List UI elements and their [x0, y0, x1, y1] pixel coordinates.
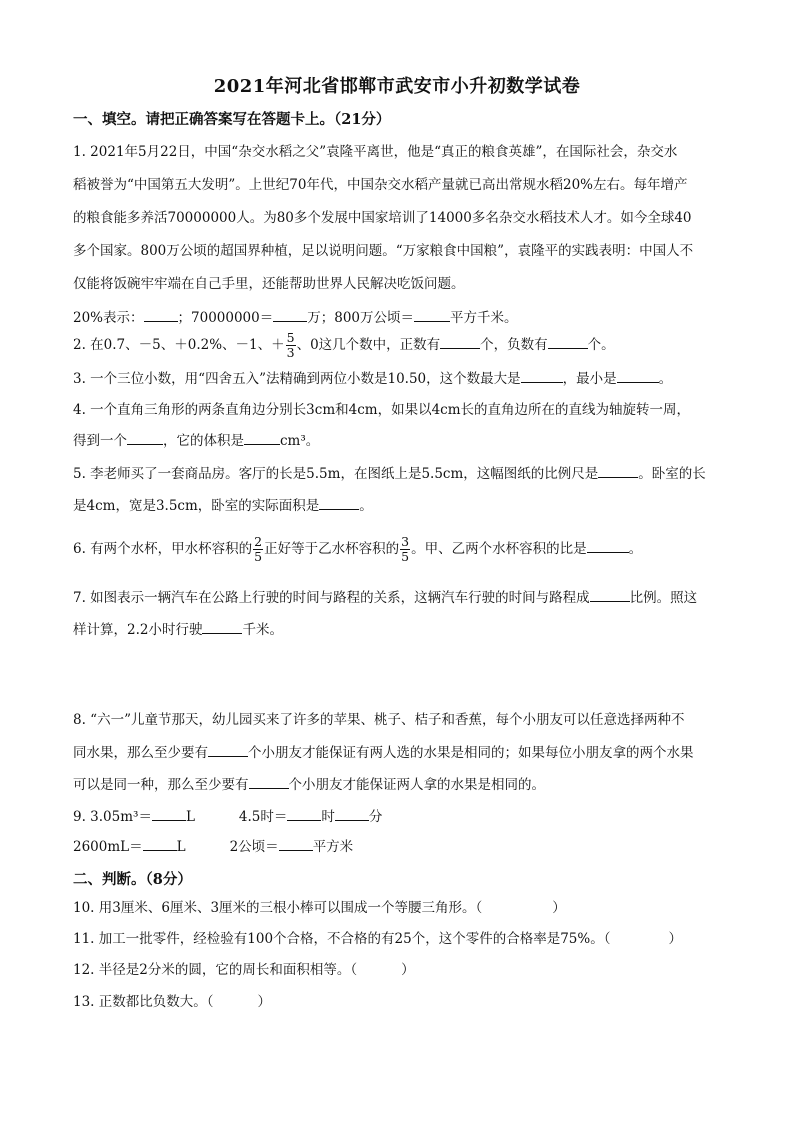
q6-part-c: 。甲、乙两个水杯容积的比是 [411, 541, 587, 557]
q2-part-c: 个，负数有 [480, 337, 548, 353]
q8-part-b: 同水果，那么至少要有 [73, 745, 208, 761]
q1-part-d: 平方千米。 [450, 310, 518, 326]
q2-line [73, 330, 615, 360]
q5-line-1 [73, 463, 706, 484]
q6-part-a: 6. 有两个水杯，甲水杯容积的 [73, 541, 253, 557]
section-heading-judge: 二、判断。（8分） [73, 871, 192, 888]
q8-line-2 [73, 742, 694, 763]
q2-fraction [286, 331, 296, 360]
q11-text: 11. 加工一批零件，经检验有100个合格，不合格的有25个，这个零件的合格率是75%。（ [73, 931, 611, 947]
q5-blank-1[interactable] [598, 463, 638, 478]
q9-blank-2[interactable] [287, 806, 321, 821]
q6-frac1-den: 5 [254, 549, 263, 564]
q1-part-b: ；70000000＝ [177, 310, 274, 326]
q1-line-3: 的粮食能多养活70000000人。为80多个发展中国家培训了14000多名杂交水稻技术人才。如今全球40 [73, 210, 692, 226]
q1-line-4: 多个国家。800万公顷的超国界种植，足以说明问题。“万家粮食中国粮”，袁隆平的实践表明：中国人不 [73, 243, 694, 259]
q5-part-c: 是4cm，宽是3.5cm，卧室的实际面积是 [73, 498, 320, 514]
q12-close: ） [401, 962, 415, 978]
q1-answers [73, 307, 518, 328]
q9-blank-5[interactable] [279, 836, 313, 851]
q9-part-a: 9. 3.05m³＝ [73, 809, 152, 825]
q9-line-2 [73, 836, 353, 857]
q9-part-g: L [176, 839, 186, 855]
q9-part-f: 2600mL＝ [73, 839, 143, 855]
q1-line-1: 1. 2021年5月22日，中国“杂交水稻之父”袁隆平离世，他是“真正的粮食英雄”，在国际社会，杂交水 [73, 144, 678, 160]
q7-line-1 [73, 587, 697, 608]
q8-blank-2[interactable] [249, 774, 289, 789]
q9-part-i: 平方米 [312, 839, 354, 855]
q1-blank-2[interactable] [273, 307, 307, 322]
q4-blank-2[interactable] [244, 430, 280, 445]
q7-part-c: 样计算，2.2小时行驶 [73, 622, 203, 638]
q6-blank[interactable] [587, 538, 629, 553]
q10-close: ） [552, 900, 566, 916]
q2-part-d: 个。 [587, 337, 615, 353]
q3-part-b: ，最小是 [562, 371, 617, 387]
q7-part-d: 千米。 [242, 622, 283, 638]
q12-line [73, 960, 415, 980]
q5-line-2 [73, 495, 373, 516]
q2-frac-num: 5 [286, 330, 295, 345]
q8-line-1: 8. “六一”儿童节那天，幼儿园买来了许多的苹果、桃子、桔子和香蕉，每个小朋友可以任意选择两种不 [73, 712, 685, 728]
q1-line-5: 仅能将饭碗牢牢端在自己手里，还能帮助世界人民解决吃饭问题。 [73, 276, 465, 292]
q2-frac-den: 3 [286, 345, 295, 360]
q6-line [73, 533, 642, 565]
q8-blank-1[interactable] [208, 742, 248, 757]
q4-part-a: 得到一个 [73, 433, 127, 449]
q3-part-a: 3. 一个三位小数，用“四舍五入”法精确到两位小数是10.50，这个数最大是 [73, 371, 521, 387]
q11-close: ） [668, 931, 682, 947]
q1-part-a: 20%表示： [73, 310, 144, 326]
q7-blank-2[interactable] [202, 619, 242, 634]
q6-frac1-num: 2 [254, 534, 263, 549]
q9-blank-1[interactable] [152, 806, 186, 821]
q9-blank-3[interactable] [335, 806, 369, 821]
q6-frac2-num: 3 [401, 534, 410, 549]
q9-line-1 [73, 806, 382, 827]
q1-blank-1[interactable] [144, 307, 178, 322]
q3-blank-1[interactable] [521, 368, 563, 383]
q13-close: ） [257, 994, 272, 1010]
q3-line [73, 368, 672, 389]
q7-line-2 [73, 619, 283, 640]
q6-part-d: 。 [628, 541, 643, 557]
q8-part-d: 可以是同一种，那么至少要有 [73, 777, 249, 793]
q13-line [73, 992, 271, 1012]
q4-line-2 [73, 430, 319, 451]
q9-part-c: 4.5时＝ [238, 809, 288, 825]
q2-blank-2[interactable] [548, 334, 588, 349]
q9-part-e: 分 [368, 809, 383, 825]
q5-part-b: 。卧室的长 [638, 466, 706, 482]
q10-text: 10. 用3厘米、6厘米、3厘米的三根小棒可以围成一个等腰三角形。（ [73, 900, 483, 916]
q7-blank-1[interactable] [590, 587, 630, 602]
q5-blank-2[interactable] [319, 495, 359, 510]
q12-text: 12. 半径是2分米的圆，它的周长和面积相等。（ [73, 962, 358, 978]
q6-fraction-1 [253, 535, 263, 564]
q4-part-c: cm³。 [280, 433, 320, 449]
q8-part-e: 个小朋友才能保证两人拿的水果是相同的。 [288, 777, 545, 793]
q4-line-1: 4. 一个直角三角形的两条直角边分别长3cm和4cm，如果以4cm长的直角边所在的直线为轴旋转一周， [73, 402, 691, 418]
q9-blank-4[interactable] [143, 836, 177, 851]
q3-blank-2[interactable] [617, 368, 659, 383]
q1-line-2: 稻被誉为“中国第五大发明”。上世纪70年代，中国杂交水稻产量就已高出常规水稻20%左右。每年增产 [73, 177, 688, 193]
q2-part-a: 2. 在0.7、－5、＋0.2%、－1、＋ [73, 337, 285, 353]
q9-part-b: L [185, 809, 195, 825]
q7-part-b: 比例。照这 [629, 590, 698, 606]
q7-part-a: 7. 如图表示一辆汽车在公路上行驶的时间与路程的关系，这辆汽车行驶的时间与路程成 [73, 590, 590, 606]
q6-fraction-2 [400, 535, 410, 564]
q9-part-h: 2公顷＝ [229, 839, 279, 855]
q3-part-c: 。 [658, 371, 673, 387]
section-heading-fill-blank: 一、填空。请把正确答案写在答题卡上。（21分） [73, 111, 391, 128]
q1-blank-3[interactable] [414, 307, 450, 322]
page-title: 2021年河北省邯郸市武安市小升初数学试卷 [213, 76, 581, 97]
q8-line-3 [73, 774, 545, 795]
q2-blank-1[interactable] [440, 334, 480, 349]
q10-line [73, 898, 566, 918]
q11-line [73, 929, 682, 949]
q2-part-b: 、0这几个数中，正数有 [296, 337, 441, 353]
q9-part-d: 时 [321, 809, 335, 825]
q8-part-c: 个小朋友才能保证有两人选的水果是相同的；如果每位小朋友拿的两个水果 [248, 745, 694, 761]
q5-part-d: 。 [359, 498, 373, 514]
q6-frac2-den: 5 [401, 549, 410, 564]
q4-part-b: ，它的体积是 [163, 433, 244, 449]
q5-part-a: 5. 李老师买了一套商品房。客厅的长是5.5m，在图纸上是5.5cm，这幅图纸的比例尺是 [73, 466, 599, 482]
q4-blank-1[interactable] [127, 430, 163, 445]
q6-part-b: 正好等于乙水杯容积的 [264, 541, 400, 557]
q1-part-c: 万；800万公顷＝ [307, 310, 415, 326]
q13-text: 13. 正数都比负数大。（ [73, 994, 214, 1010]
